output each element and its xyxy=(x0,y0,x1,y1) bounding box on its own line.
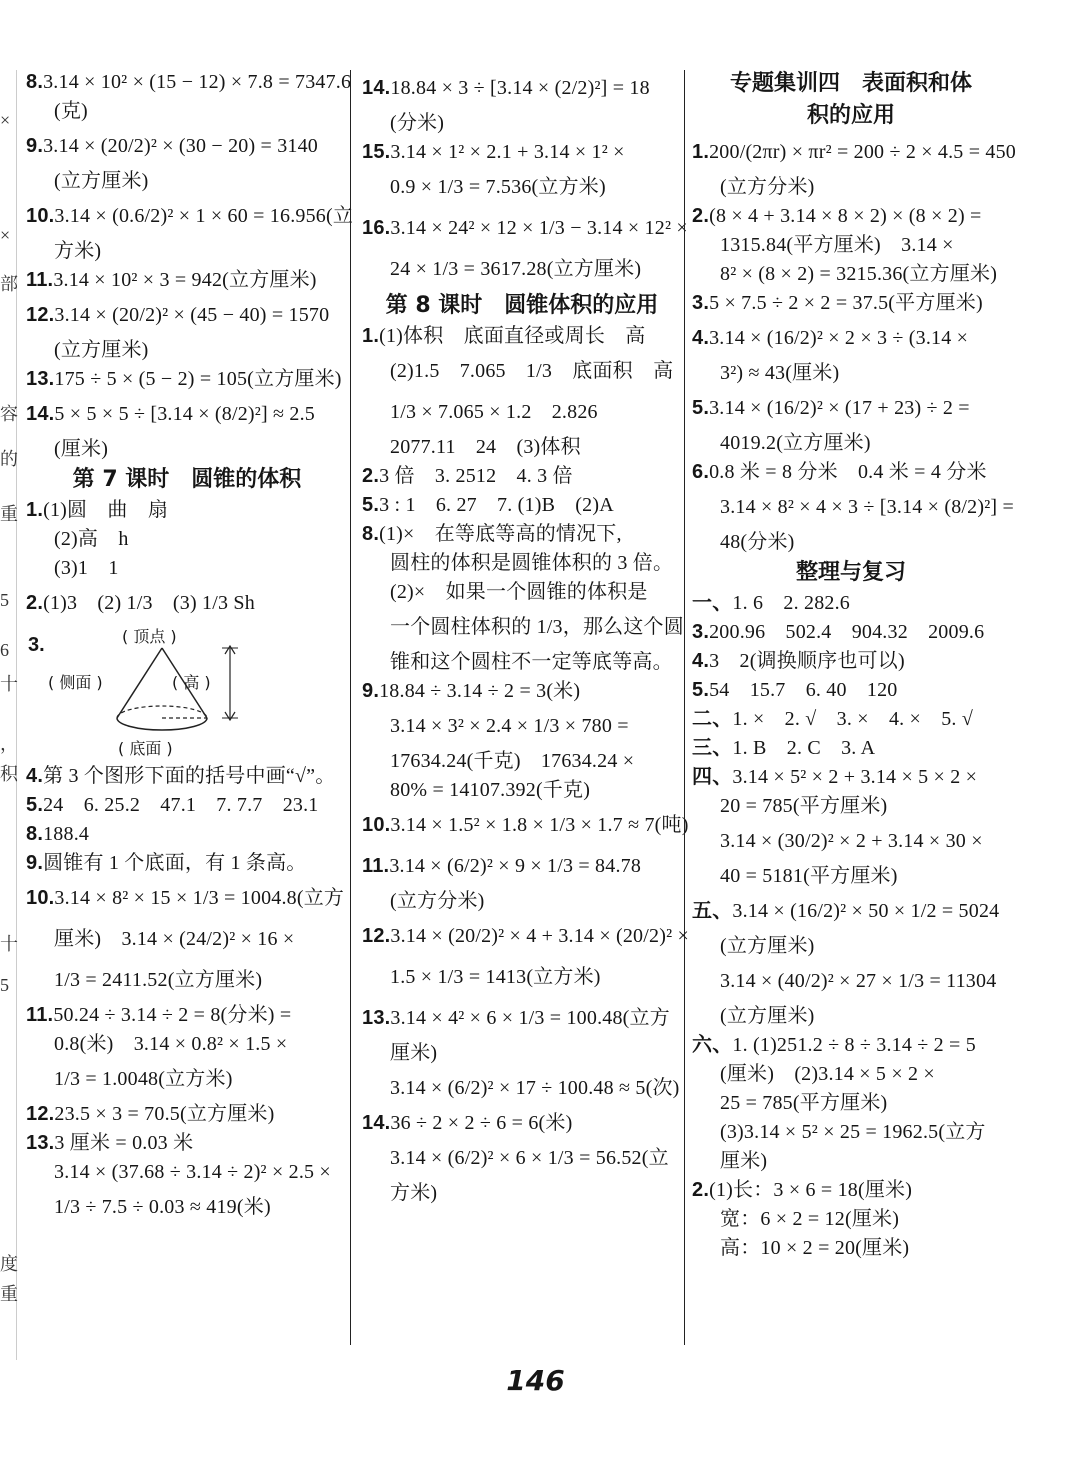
answer-text: 175 ÷ 5 × (5 − 2) = 105(立方厘米) xyxy=(54,368,342,390)
answer-text: 3.14 × (37.68 ÷ 3.14 ÷ 2)² × 2.5 × xyxy=(54,1161,331,1183)
answer-line xyxy=(692,231,1010,260)
answer-text: (立方厘米) xyxy=(720,1005,815,1027)
answer-line xyxy=(692,132,1016,173)
answer-text: 1.5 × 1/3 = 1413(立方米) xyxy=(390,966,601,988)
question-number: 4. xyxy=(26,765,44,787)
answer-line xyxy=(362,462,682,491)
edge-glyph: 5 xyxy=(0,975,9,995)
answer-column-1 xyxy=(26,68,354,1228)
question-number: 2. xyxy=(362,465,380,487)
answer-line xyxy=(692,359,1010,388)
edge-glyph: 容 xyxy=(0,404,18,424)
answer-line xyxy=(692,458,1010,487)
question-number: 14. xyxy=(362,77,391,99)
answer-text: (立方分米) xyxy=(390,890,485,912)
answer-text: 1. 6 2. 282.6 xyxy=(732,592,851,614)
answer-text: 25 = 785(平方厘米) xyxy=(720,1092,888,1114)
answer-text: 高：10 × 2 = 20(厘米) xyxy=(720,1237,910,1259)
answer-text: 1/3 ÷ 7.5 ÷ 0.03 ≈ 419(米) xyxy=(54,1196,271,1218)
answer-line xyxy=(26,1158,348,1187)
answer-text: (立方厘米) xyxy=(54,339,149,361)
answer-text: 厘米) 3.14 × (24/2)² × 16 × xyxy=(54,928,295,950)
answer-line xyxy=(692,289,1010,318)
question-number: 3. xyxy=(28,634,45,656)
answer-line xyxy=(362,1068,682,1109)
answer-line xyxy=(692,891,1010,932)
answer-text: (2)1.5 7.065 1/3 底面积 高 xyxy=(390,360,674,382)
question-number: 2. xyxy=(692,205,710,227)
answer-text: 1. B 2. C 3. A xyxy=(732,737,876,759)
height-label: ( 高 ) xyxy=(172,673,211,692)
answer-line xyxy=(692,173,1010,202)
question-number: 2. xyxy=(692,1179,710,1201)
question-number: 12. xyxy=(26,1103,55,1125)
answer-text: 3.14 × 4² × 6 × 1/3 = 100.48(立方 xyxy=(390,1007,670,1029)
answer-line xyxy=(362,208,688,249)
answer-line xyxy=(362,1109,682,1138)
edge-glyph: × xyxy=(0,225,11,245)
answer-text: 3²) ≈ 43(厘米) xyxy=(720,362,840,384)
answer-line xyxy=(26,820,348,849)
answer-text: 3 倍 3. 2512 4. 3 倍 xyxy=(379,465,573,487)
answer-text: 方米) xyxy=(390,1182,438,1204)
question-number: 9. xyxy=(362,680,380,702)
answer-text: 3.14 × (6/2)² × 17 ÷ 100.48 ≈ 5(次) xyxy=(390,1077,680,1099)
question-number: 1. xyxy=(362,325,380,347)
answer-line xyxy=(26,1100,348,1129)
answer-text: 3.14 × (20/2)² × (45 − 40) = 1570 xyxy=(54,304,330,326)
answer-text: 50.24 ÷ 3.14 ÷ 2 = 8(分米) = xyxy=(53,1004,292,1026)
answer-text: 3.14 × (16/2)² × 2 × 3 ÷ (3.14 × xyxy=(709,327,969,349)
answer-text: 0.8(米) 3.14 × 0.8² × 1.5 × xyxy=(54,1033,288,1055)
question-number: 六、 xyxy=(692,1034,733,1056)
answer-line xyxy=(692,260,1010,289)
answer-line xyxy=(692,705,1010,734)
answer-text: (2)× 如果一个圆锥的体积是 xyxy=(390,581,648,603)
answer-text: 1. × 2. √ 3. × 4. × 5. √ xyxy=(732,708,973,730)
answer-line xyxy=(692,1118,1010,1147)
answer-line xyxy=(362,322,682,351)
answer-line xyxy=(362,351,682,392)
answer-line xyxy=(692,618,1010,647)
answer-text: (立方分米) xyxy=(720,176,815,198)
answer-line xyxy=(26,849,348,878)
question-number: 11. xyxy=(26,269,54,291)
question-number: 8. xyxy=(26,823,44,845)
answer-text: 4019.2(立方厘米) xyxy=(720,432,871,454)
answer-line xyxy=(362,805,689,846)
answer-text: 圆锥有 1 个底面，有 1 条高。 xyxy=(43,852,307,874)
edge-glyph: 部 xyxy=(0,274,18,294)
answer-line xyxy=(692,821,1010,862)
answer-text: 圆柱的体积是圆锥体积的 3 倍。 xyxy=(390,552,674,574)
answer-line xyxy=(692,1002,1010,1031)
cone-diagram xyxy=(26,624,348,762)
edge-glyph: 重 xyxy=(0,1284,18,1304)
question-number: 11. xyxy=(362,855,390,877)
answer-line xyxy=(362,916,689,957)
answer-line xyxy=(692,429,1010,458)
question-number: 三、 xyxy=(692,737,733,759)
answer-text: 厘米) xyxy=(390,1042,438,1064)
answer-text: 1315.84(平方厘米) 3.14 × xyxy=(720,234,954,256)
answer-line xyxy=(362,747,682,776)
answer-text: 锥和这个圆柱不一定等底等高。 xyxy=(390,651,673,673)
answer-text: 188.4 xyxy=(43,823,90,845)
answer-line xyxy=(362,392,682,433)
answer-text: (立方厘米) xyxy=(54,170,149,192)
answer-line xyxy=(26,919,348,960)
answer-text: 方米) xyxy=(54,240,102,262)
question-number: 10. xyxy=(26,205,55,227)
question-number: 14. xyxy=(362,1112,391,1134)
answer-text: (1)圆 曲 扇 xyxy=(43,499,169,521)
edge-glyph: 积 xyxy=(0,764,18,784)
answer-line xyxy=(692,589,1010,618)
question-number: 13. xyxy=(362,1007,391,1029)
answer-line xyxy=(362,648,682,677)
question-number: 5. xyxy=(26,794,44,816)
answer-text: 3.14 × 3² × 2.4 × 1/3 × 780 = xyxy=(390,715,629,737)
answer-text: 3.14 × (40/2)² × 27 × 1/3 = 11304 xyxy=(720,970,997,992)
answer-text: 3.14 × 8² × 15 × 1/3 = 1004.8(立方 xyxy=(54,887,345,909)
edge-glyph: 十 xyxy=(0,674,18,694)
question-number: 3. xyxy=(692,292,710,314)
answer-line xyxy=(26,960,348,1001)
edge-glyph: 6 xyxy=(0,640,9,660)
answer-text: 3.14 × (20/2)² × (30 − 20) = 3140 xyxy=(43,135,319,157)
question-number: 4. xyxy=(692,650,710,672)
answer-text: (克) xyxy=(54,100,88,122)
answer-line xyxy=(26,762,348,791)
answer-line xyxy=(692,676,1010,705)
answer-line xyxy=(692,1089,1010,1118)
answer-text: (厘米) xyxy=(54,438,109,460)
answer-text: (8 × 4 + 3.14 × 8 × 2) × (8 × 2) = xyxy=(709,205,982,227)
answer-line xyxy=(26,554,348,583)
answer-text: 1. (1)251.2 ÷ 8 ÷ 3.14 ÷ 2 = 5 xyxy=(732,1034,976,1056)
answer-text: (1)体积 底面直径或周长 高 xyxy=(379,325,646,347)
answer-line xyxy=(362,68,682,109)
answer-text: 24 × 1/3 = 3617.28(立方厘米) xyxy=(390,258,642,280)
answer-text: 80% = 14107.392(千克) xyxy=(390,779,591,801)
answer-text: (1)长：3 × 6 = 18(厘米) xyxy=(709,1179,913,1201)
answer-text: 0.8 米 = 8 分米 0.4 米 = 4 分米 xyxy=(709,461,987,483)
answer-text: 3.14 × 1.5² × 1.8 × 1/3 × 1.7 ≈ 7(吨) xyxy=(390,814,689,836)
answer-line xyxy=(362,167,682,208)
answer-line xyxy=(362,887,682,916)
edge-glyph: ， xyxy=(0,734,18,754)
section-heading: 第 8 课时 圆锥体积的应用 xyxy=(385,293,659,318)
edge-glyph: 5 xyxy=(0,590,9,610)
answer-text: 1/3 = 2411.52(立方厘米) xyxy=(54,969,263,991)
question-number: 1. xyxy=(692,141,710,163)
answer-line xyxy=(362,706,682,747)
answer-line xyxy=(692,1234,1010,1263)
answer-line xyxy=(362,776,682,805)
answer-line xyxy=(26,394,348,435)
answer-line xyxy=(26,878,348,919)
answer-line xyxy=(692,647,1010,676)
answer-line xyxy=(692,487,1014,528)
question-number: 3. xyxy=(692,621,710,643)
answer-line xyxy=(362,433,682,462)
answer-line xyxy=(362,578,682,607)
answer-column-2 xyxy=(362,68,689,1208)
answer-text: (厘米) (2)3.14 × 5 × 2 × xyxy=(720,1063,935,1085)
question-number: 9. xyxy=(26,852,44,874)
question-number: 16. xyxy=(362,217,391,239)
question-number: 4. xyxy=(692,327,710,349)
answer-text: 0.9 × 1/3 = 7.536(立方米) xyxy=(390,176,606,198)
answer-line xyxy=(26,365,348,394)
answer-line xyxy=(362,109,682,138)
answer-line xyxy=(26,126,348,167)
answer-text: 3.14 × (16/2)² × (17 + 23) ÷ 2 = xyxy=(709,397,970,419)
answer-line xyxy=(362,607,682,648)
answer-text: 第 3 个图形下面的括号中画“√”。 xyxy=(43,765,336,787)
page-number: 146 xyxy=(506,1364,565,1397)
answer-text: 厘米) xyxy=(720,1150,768,1172)
question-number: 5. xyxy=(692,679,710,701)
answer-line xyxy=(26,68,352,97)
answer-text: 3.14 × 10² × 3 = 942(立方厘米) xyxy=(53,269,317,291)
answer-line xyxy=(26,1129,348,1158)
answer-text: 1/3 × 7.065 × 1.2 2.826 xyxy=(390,401,598,423)
answer-text: 3.14 × (0.6/2)² × 1 × 60 = 16.956(立 xyxy=(54,205,354,227)
question-number: 13. xyxy=(26,1132,55,1154)
question-number: 13. xyxy=(26,368,55,390)
answer-line xyxy=(692,202,1010,231)
answer-text: 5 × 7.5 ÷ 2 × 2 = 37.5(平方厘米) xyxy=(709,292,983,314)
answer-text: 36 ÷ 2 × 2 ÷ 6 = 6(米) xyxy=(390,1112,573,1134)
question-number: 15. xyxy=(362,141,391,163)
answer-text: (立方厘米) xyxy=(720,935,815,957)
question-number: 10. xyxy=(26,887,55,909)
answer-text: 3.14 × (16/2)² × 50 × 1/2 = 5024 xyxy=(732,900,1000,922)
answer-line xyxy=(692,734,1010,763)
answer-text: (3)1 1 xyxy=(54,557,119,579)
answer-line xyxy=(26,583,348,624)
answer-text: 23.5 × 3 = 70.5(立方厘米) xyxy=(54,1103,275,1125)
answer-line xyxy=(26,167,348,196)
answer-text: 3.14 × 5² × 2 + 3.14 × 5 × 2 × xyxy=(732,766,978,788)
answer-text: (3)3.14 × 5² × 25 = 1962.5(立方 xyxy=(720,1121,986,1143)
answer-line xyxy=(26,1001,348,1030)
answer-text: 3.14 × (6/2)² × 6 × 1/3 = 56.52(立 xyxy=(390,1147,669,1169)
question-number: 8. xyxy=(362,523,380,545)
answer-text: 1/3 = 1.0048(立方米) xyxy=(54,1068,233,1090)
answer-text: 200/(2πr) × πr² = 200 ÷ 2 × 4.5 = 450 xyxy=(709,141,1016,163)
answer-column-3 xyxy=(692,68,1016,1263)
answer-text: 3 厘米 = 0.03 米 xyxy=(54,1132,194,1154)
answer-text: 18.84 ÷ 3.14 ÷ 2 = 3(米) xyxy=(379,680,581,702)
question-number: 1. xyxy=(26,499,44,521)
answer-text: 宽：6 × 2 = 12(厘米) xyxy=(720,1208,900,1230)
apex-label: ( 顶点 ) xyxy=(122,627,177,646)
answer-line xyxy=(692,1060,1010,1089)
answer-line xyxy=(26,1059,348,1100)
edge-glyph: 十 xyxy=(0,934,18,954)
answer-text: 20 = 785(平方厘米) xyxy=(720,795,888,817)
question-number: 2. xyxy=(26,592,44,614)
answer-text: (分米) xyxy=(390,112,445,134)
answer-line xyxy=(692,528,1010,557)
answer-line xyxy=(26,237,348,266)
answer-text: 200.96 502.4 904.32 2009.6 xyxy=(709,621,985,643)
question-number: 5. xyxy=(692,397,710,419)
answer-line xyxy=(362,677,682,706)
answer-text: 40 = 5181(平方厘米) xyxy=(720,865,898,887)
answer-line xyxy=(362,549,682,578)
answer-line xyxy=(362,998,682,1039)
answer-text: (1)× 在等底等高的情况下, xyxy=(379,523,622,545)
question-number: 11. xyxy=(26,1004,54,1026)
answer-line xyxy=(26,435,348,464)
question-number: 一、 xyxy=(692,592,733,614)
answer-text: 8² × (8 × 2) = 3215.36(立方厘米) xyxy=(720,263,998,285)
answer-line xyxy=(26,336,348,365)
answer-text: 3.14 × (6/2)² × 9 × 1/3 = 84.78 xyxy=(389,855,642,877)
answer-line xyxy=(692,961,1010,1002)
answer-text: 3 2(调换顺序也可以) xyxy=(709,650,905,672)
section-heading: 整理与复习 xyxy=(795,560,906,585)
answer-line xyxy=(26,1030,348,1059)
question-number: 二、 xyxy=(692,708,733,730)
section-heading: 专题集训四 表面积和体 xyxy=(729,71,972,96)
question-number: 四、 xyxy=(692,766,733,788)
question-number: 五、 xyxy=(692,900,733,922)
answer-line xyxy=(26,1187,348,1228)
answer-line xyxy=(26,266,348,295)
answer-line xyxy=(362,957,682,998)
answer-text: 3.14 × 8² × 4 × 3 ÷ [3.14 × (8/2)²] = xyxy=(720,496,1014,518)
question-number: 5. xyxy=(362,494,380,516)
answer-text: 17634.24(千克) 17634.24 × xyxy=(390,750,635,772)
answer-text: 18.84 × 3 ÷ [3.14 × (2/2)²] = 18 xyxy=(390,77,650,99)
answer-line xyxy=(362,1039,682,1068)
answer-line xyxy=(26,791,348,820)
answer-line xyxy=(692,318,1010,359)
question-number: 8. xyxy=(26,71,44,93)
answer-text: 3 : 1 6. 27 7. (1)B (2)A xyxy=(379,494,614,516)
answer-line xyxy=(692,1147,1010,1176)
answer-line xyxy=(362,846,682,887)
answer-line xyxy=(692,388,1010,429)
answer-text: 3.14 × 10² × (15 − 12) × 7.8 = 7347.6 xyxy=(43,71,352,93)
question-number: 12. xyxy=(362,925,391,947)
answer-line xyxy=(362,491,682,520)
answer-text: 48(分米) xyxy=(720,531,795,553)
answer-line xyxy=(692,1205,1010,1234)
left-margin-bleed-text xyxy=(0,70,17,1360)
edge-glyph: × xyxy=(0,110,11,130)
answer-text: 3.14 × (30/2)² × 2 + 3.14 × 30 × xyxy=(720,830,983,852)
column-divider xyxy=(684,70,685,1345)
edge-glyph: 重 xyxy=(0,504,18,524)
answer-text: (2)高 h xyxy=(54,528,129,550)
answer-text: 5 × 5 × 5 ÷ [3.14 × (8/2)²] ≈ 2.5 xyxy=(54,403,315,425)
answer-line xyxy=(362,1138,682,1179)
answer-line xyxy=(26,525,348,554)
question-number: 12. xyxy=(26,304,55,326)
answer-line xyxy=(362,520,682,549)
base-label: ( 底面 ) xyxy=(118,739,173,758)
section-heading: 第 7 课时 圆锥的体积 xyxy=(72,467,302,492)
question-number: 10. xyxy=(362,814,391,836)
answer-line xyxy=(692,1031,1010,1060)
answer-line xyxy=(362,249,682,290)
answer-line xyxy=(692,862,1010,891)
question-number: 9. xyxy=(26,135,44,157)
answer-line xyxy=(26,97,348,126)
answer-text: 2077.11 24 (3)体积 xyxy=(390,436,581,458)
answer-line xyxy=(26,196,354,237)
answer-line xyxy=(692,792,1010,821)
question-number: 6. xyxy=(692,461,710,483)
answer-line xyxy=(362,1179,682,1208)
answer-line xyxy=(692,932,1010,961)
answer-text: (1)3 (2) 1/3 (3) 1/3 Sh xyxy=(43,592,255,614)
question-number: 14. xyxy=(26,403,55,425)
edge-glyph: 的 xyxy=(0,449,18,469)
answer-text: 3.14 × (20/2)² × 4 + 3.14 × (20/2)² × xyxy=(390,925,689,947)
answer-text: 一个圆柱体积的 1/3，那么这个圆 xyxy=(390,616,684,638)
answer-line xyxy=(362,138,682,167)
edge-glyph: 度 xyxy=(0,1254,18,1274)
answer-text: 24 6. 25.2 47.1 7. 7.7 23.1 xyxy=(43,794,319,816)
cone-icon xyxy=(82,626,292,760)
answer-line xyxy=(26,496,348,525)
answer-line xyxy=(692,763,1010,792)
answer-line xyxy=(26,295,348,336)
answer-text: 3.14 × 1² × 2.1 + 3.14 × 1² × xyxy=(390,141,625,163)
side-label: ( 侧面 ) xyxy=(48,673,103,692)
answer-text: 54 15.7 6. 40 120 xyxy=(709,679,898,701)
section-heading: 积的应用 xyxy=(806,103,895,128)
answer-line xyxy=(692,1176,1010,1205)
answer-text: 3.14 × 24² × 12 × 1/3 − 3.14 × 12² × xyxy=(390,217,688,239)
column-divider xyxy=(350,70,351,1345)
